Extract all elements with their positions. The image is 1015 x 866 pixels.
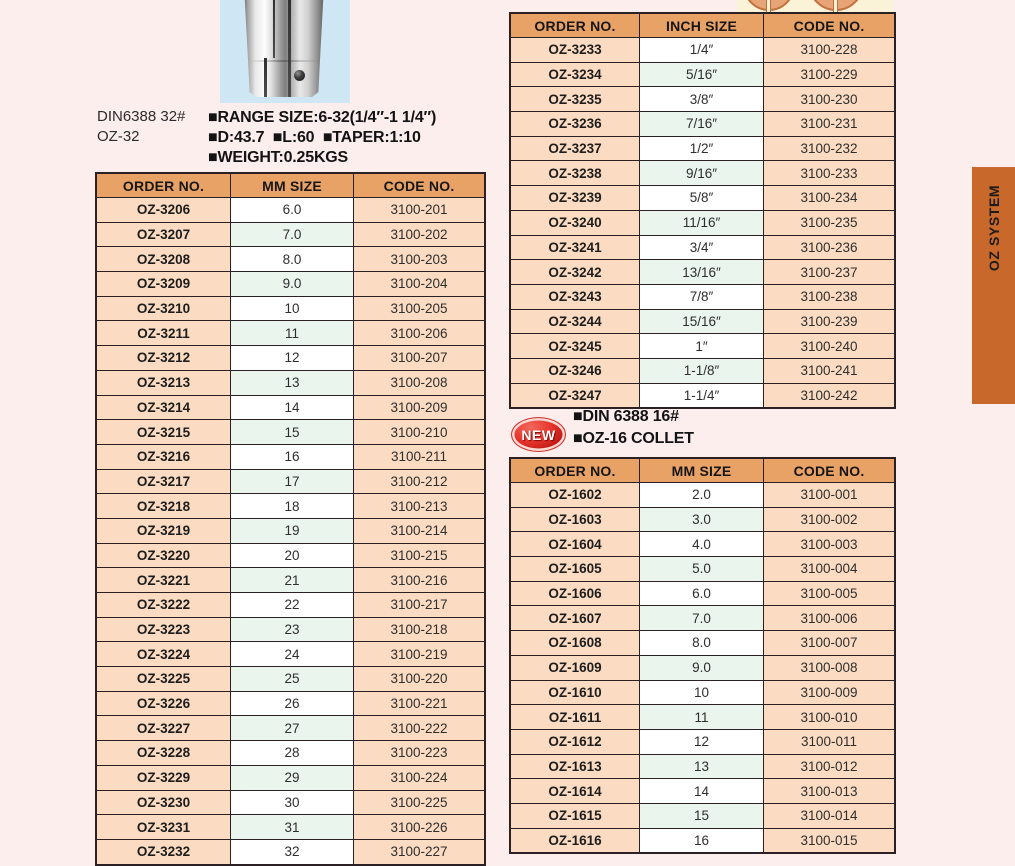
table-cell: OZ-3229 (96, 765, 231, 790)
table-row (510, 705, 895, 730)
table-row (510, 260, 895, 285)
table-cell: 3100-226 (354, 815, 486, 840)
table-cell: 3100-236 (764, 235, 896, 260)
table-cell: 22 (231, 593, 354, 618)
table-row (96, 469, 485, 494)
table-cell: OZ-1607 (510, 606, 640, 631)
table-cell: 15 (231, 420, 354, 445)
product-model-label (97, 107, 185, 147)
table-cell: 3100-229 (764, 62, 896, 87)
table-cell: 3100-206 (354, 321, 486, 346)
model-line2: OZ-32 (97, 128, 140, 145)
table-row (510, 235, 895, 260)
table-cell: 3100-006 (764, 606, 896, 631)
table-row (510, 532, 895, 557)
table-row (510, 507, 895, 532)
table-row (96, 642, 485, 667)
table-cell: 3100-235 (764, 210, 896, 235)
table-row (96, 370, 485, 395)
table-cell: 3100-217 (354, 593, 486, 618)
table-cell: OZ-3240 (510, 210, 640, 235)
table-cell: 14 (231, 395, 354, 420)
table-cell: 13 (231, 370, 354, 395)
table-cell: 7/8″ (640, 284, 764, 309)
table-row (96, 518, 485, 543)
table-row (96, 617, 485, 642)
table-cell: 9.0 (640, 655, 764, 680)
table-row (510, 754, 895, 779)
table-cell: 19 (231, 518, 354, 543)
table-cell: 3100-005 (764, 581, 896, 606)
table-cell: 3100-202 (354, 222, 486, 247)
table-row (96, 198, 485, 223)
table-cell: 6.0 (231, 198, 354, 223)
table-cell: 3/8″ (640, 87, 764, 112)
table-cell: OZ-3245 (510, 334, 640, 359)
table-cell: 28 (231, 741, 354, 766)
table-row (96, 716, 485, 741)
table-cell: 11/16″ (640, 210, 764, 235)
table-row (96, 395, 485, 420)
table-cell: 10 (640, 680, 764, 705)
table-cell: 3100-225 (354, 790, 486, 815)
table-cell: 3100-001 (764, 483, 896, 508)
table-row (510, 631, 895, 656)
table-cell: OZ-3244 (510, 309, 640, 334)
table-row (510, 284, 895, 309)
table-cell: OZ-3237 (510, 136, 640, 161)
column-header: CODE NO. (764, 458, 896, 483)
column-header: CODE NO. (354, 173, 486, 198)
table-row (96, 741, 485, 766)
table-cell: 3/4″ (640, 235, 764, 260)
new-badge-label: NEW (521, 426, 556, 443)
table-cell: 3100-220 (354, 667, 486, 692)
table-row (510, 655, 895, 680)
oz32-mm-table (95, 172, 486, 866)
table-cell: OZ-1605 (510, 557, 640, 582)
column-header: MM SIZE (640, 458, 764, 483)
table-cell: OZ-1610 (510, 680, 640, 705)
table-cell: OZ-3206 (96, 198, 231, 223)
table-cell: 5/8″ (640, 186, 764, 211)
table-cell: OZ-1606 (510, 581, 640, 606)
table-cell: OZ-3224 (96, 642, 231, 667)
table-row (510, 483, 895, 508)
column-header: INCH SIZE (640, 13, 764, 38)
table-cell: OZ-3218 (96, 494, 231, 519)
table-row (510, 803, 895, 828)
table-row (510, 779, 895, 804)
table-cell: OZ-3247 (510, 383, 640, 408)
column-header: ORDER NO. (510, 13, 640, 38)
table-cell: 16 (231, 444, 354, 469)
oz16-title-line1: ■DIN 6388 16# (573, 408, 679, 425)
table-cell: OZ-3239 (510, 186, 640, 211)
table-cell: OZ-3241 (510, 235, 640, 260)
table-row (510, 87, 895, 112)
table-cell: 3100-013 (764, 779, 896, 804)
table-cell: 3100-207 (354, 346, 486, 371)
table-cell: OZ-1602 (510, 483, 640, 508)
table-cell: 11 (640, 705, 764, 730)
table-cell: OZ-1616 (510, 828, 640, 853)
table-row (96, 815, 485, 840)
table-cell: 3100-007 (764, 631, 896, 656)
table-cell: 5.0 (640, 557, 764, 582)
table-row (510, 210, 895, 235)
table-cell: OZ-3232 (96, 839, 231, 864)
table-cell: 1/2″ (640, 136, 764, 161)
table-cell: 18 (231, 494, 354, 519)
table-row (96, 494, 485, 519)
table-row (510, 729, 895, 754)
table-row (510, 680, 895, 705)
table-row (510, 112, 895, 137)
table-cell: 3100-234 (764, 186, 896, 211)
oz32-inch-table (509, 12, 896, 409)
table-cell: 9.0 (231, 272, 354, 297)
table-cell: 3100-008 (764, 655, 896, 680)
model-line1: DIN6388 32# (97, 108, 186, 125)
table-cell: 7.0 (640, 606, 764, 631)
table-cell: 3100-205 (354, 296, 486, 321)
table-cell: OZ-3219 (96, 518, 231, 543)
collet-image (244, 0, 324, 97)
table-cell: 3100-223 (354, 741, 486, 766)
table-cell: 3100-216 (354, 568, 486, 593)
table-cell: 3100-221 (354, 691, 486, 716)
table-cell: 3100-241 (764, 358, 896, 383)
table-cell: 3100-212 (354, 469, 486, 494)
column-header: CODE NO. (764, 13, 896, 38)
table-cell: 32 (231, 839, 354, 864)
oz16-section-title (573, 406, 694, 449)
table-cell: OZ-3226 (96, 691, 231, 716)
table-cell: 3100-201 (354, 198, 486, 223)
table-cell: 3100-204 (354, 272, 486, 297)
table-cell: OZ-3234 (510, 62, 640, 87)
table-cell: OZ-3243 (510, 284, 640, 309)
table-cell: OZ-1615 (510, 803, 640, 828)
table-cell: OZ-1611 (510, 705, 640, 730)
table-cell: 3100-239 (764, 309, 896, 334)
table-cell: 3100-203 (354, 247, 486, 272)
table-cell: 3100-003 (764, 532, 896, 557)
table-row (96, 247, 485, 272)
table-row (510, 358, 895, 383)
table-row (96, 346, 485, 371)
table-row (96, 272, 485, 297)
table-cell: 10 (231, 296, 354, 321)
table-cell: 3100-240 (764, 334, 896, 359)
table-cell: OZ-3208 (96, 247, 231, 272)
collet-photo (220, 0, 350, 103)
table-row (510, 186, 895, 211)
table-row (510, 38, 895, 63)
table-row (510, 334, 895, 359)
table-cell: 3100-224 (354, 765, 486, 790)
table-cell: OZ-3235 (510, 87, 640, 112)
table-cell: 3100-213 (354, 494, 486, 519)
table-cell: OZ-1614 (510, 779, 640, 804)
table-cell: 3100-228 (764, 38, 896, 63)
table-cell: 1/4″ (640, 38, 764, 63)
table-cell: 6.0 (640, 581, 764, 606)
table-cell: 8.0 (231, 247, 354, 272)
table-cell: OZ-3207 (96, 222, 231, 247)
product-specs (208, 108, 436, 168)
table-cell: 16 (640, 828, 764, 853)
table-cell: 8.0 (640, 631, 764, 656)
oz16-mm-table (509, 457, 896, 854)
table-cell: OZ-3213 (96, 370, 231, 395)
table-cell: 12 (231, 346, 354, 371)
table-row (96, 444, 485, 469)
table-cell: OZ-3216 (96, 444, 231, 469)
table-row (96, 568, 485, 593)
table-row (510, 161, 895, 186)
table-cell: 25 (231, 667, 354, 692)
table-cell: 3100-222 (354, 716, 486, 741)
table-cell: 13 (640, 754, 764, 779)
table-cell: 23 (231, 617, 354, 642)
table-cell: OZ-3217 (96, 469, 231, 494)
table-cell: 3100-009 (764, 680, 896, 705)
table-cell: 3100-014 (764, 803, 896, 828)
table-cell: OZ-3242 (510, 260, 640, 285)
table-row (510, 606, 895, 631)
table-cell: 26 (231, 691, 354, 716)
table-cell: OZ-3238 (510, 161, 640, 186)
table-cell: 7.0 (231, 222, 354, 247)
table-cell: 3100-231 (764, 112, 896, 137)
table-cell: OZ-3215 (96, 420, 231, 445)
table-row (510, 581, 895, 606)
table-row (96, 691, 485, 716)
column-header: ORDER NO. (96, 173, 231, 198)
column-header: MM SIZE (231, 173, 354, 198)
table-cell: 3100-215 (354, 543, 486, 568)
header-row (510, 13, 895, 38)
table-cell: 31 (231, 815, 354, 840)
table-row (510, 383, 895, 408)
spec-range-size: ■RANGE SIZE:6-32(1/4″-1 1/4″) (208, 109, 437, 126)
table-cell: 3100-012 (764, 754, 896, 779)
table-cell: 11 (231, 321, 354, 346)
collet-step-line (248, 60, 320, 62)
table-cell: OZ-3233 (510, 38, 640, 63)
table-cell: 3100-238 (764, 284, 896, 309)
table-cell: 2.0 (640, 483, 764, 508)
table-cell: 21 (231, 568, 354, 593)
table-cell: OZ-1613 (510, 754, 640, 779)
table-cell: 3100-232 (764, 136, 896, 161)
table-cell: 3100-230 (764, 87, 896, 112)
table-cell: 3100-219 (354, 642, 486, 667)
table-cell: 4.0 (640, 532, 764, 557)
collet-slit (288, 0, 291, 97)
table-cell: 3100-002 (764, 507, 896, 532)
table-row (510, 309, 895, 334)
header-row (96, 173, 485, 198)
table-cell: 3100-227 (354, 839, 486, 864)
table-cell: 30 (231, 790, 354, 815)
table-cell: 3100-004 (764, 557, 896, 582)
table-row (96, 790, 485, 815)
table-cell: OZ-3225 (96, 667, 231, 692)
table-cell: 5/16″ (640, 62, 764, 87)
table-row (96, 321, 485, 346)
table-cell: OZ-3221 (96, 568, 231, 593)
table-cell: 15 (640, 803, 764, 828)
table-row (96, 543, 485, 568)
table-cell: OZ-3209 (96, 272, 231, 297)
table-cell: 1″ (640, 334, 764, 359)
table-row (510, 62, 895, 87)
table-cell: OZ-3222 (96, 593, 231, 618)
table-cell: 20 (231, 543, 354, 568)
table-cell: OZ-3214 (96, 395, 231, 420)
table-cell: OZ-3236 (510, 112, 640, 137)
table-cell: OZ-1608 (510, 631, 640, 656)
table-cell: 3100-208 (354, 370, 486, 395)
column-header: ORDER NO. (510, 458, 640, 483)
table-cell: 3100-233 (764, 161, 896, 186)
table-cell: 15/16″ (640, 309, 764, 334)
spec-weight: ■WEIGHT:0.25KGS (208, 149, 349, 166)
table-cell: OZ-3210 (96, 296, 231, 321)
table-row (96, 765, 485, 790)
table-cell: OZ-3227 (96, 716, 231, 741)
table-cell: OZ-1603 (510, 507, 640, 532)
table-cell: 3100-209 (354, 395, 486, 420)
table-cell: OZ-3223 (96, 617, 231, 642)
table-cell: 7/16″ (640, 112, 764, 137)
table-cell: 3.0 (640, 507, 764, 532)
table-cell: OZ-3211 (96, 321, 231, 346)
table-cell: 17 (231, 469, 354, 494)
table-row (510, 136, 895, 161)
oz-system-side-tab (972, 167, 1015, 404)
header-row (510, 458, 895, 483)
table-cell: OZ-3231 (96, 815, 231, 840)
table-row (510, 557, 895, 582)
table-cell: 3100-010 (764, 705, 896, 730)
table-cell: OZ-1609 (510, 655, 640, 680)
table-cell: 1-1/8″ (640, 358, 764, 383)
oz-system-tab-label: OZ SYSTEM (985, 184, 1002, 272)
table-cell: OZ-3228 (96, 741, 231, 766)
table-cell: 3100-210 (354, 420, 486, 445)
table-cell: 14 (640, 779, 764, 804)
table-cell: 3100-218 (354, 617, 486, 642)
table-row (96, 667, 485, 692)
table-cell: 29 (231, 765, 354, 790)
table-cell: 24 (231, 642, 354, 667)
table-cell: OZ-1612 (510, 729, 640, 754)
spec-dimensions: ■D:43.7 ■L:60 ■TAPER:1:10 (208, 129, 421, 146)
table-cell: 1-1/4″ (640, 383, 764, 408)
table-cell: 3100-011 (764, 729, 896, 754)
collet-slit (264, 58, 267, 97)
table-cell: 13/16″ (640, 260, 764, 285)
table-cell: OZ-3230 (96, 790, 231, 815)
collet-slit (273, 0, 276, 58)
new-badge (511, 417, 566, 452)
collet-hole (294, 70, 305, 81)
table-cell: OZ-3212 (96, 346, 231, 371)
table-cell: 3100-242 (764, 383, 896, 408)
table-cell: OZ-3246 (510, 358, 640, 383)
table-cell: 3100-237 (764, 260, 896, 285)
table-row (96, 839, 485, 864)
table-cell: 3100-211 (354, 444, 486, 469)
table-row (96, 222, 485, 247)
table-cell: 9/16″ (640, 161, 764, 186)
table-cell: 3100-015 (764, 828, 896, 853)
table-cell: OZ-3220 (96, 543, 231, 568)
oz16-title-line2: ■OZ-16 COLLET (573, 429, 694, 447)
table-cell: 12 (640, 729, 764, 754)
table-cell: 27 (231, 716, 354, 741)
table-row (96, 420, 485, 445)
table-cell: OZ-1604 (510, 532, 640, 557)
table-cell: 3100-214 (354, 518, 486, 543)
table-row (96, 296, 485, 321)
table-row (96, 593, 485, 618)
